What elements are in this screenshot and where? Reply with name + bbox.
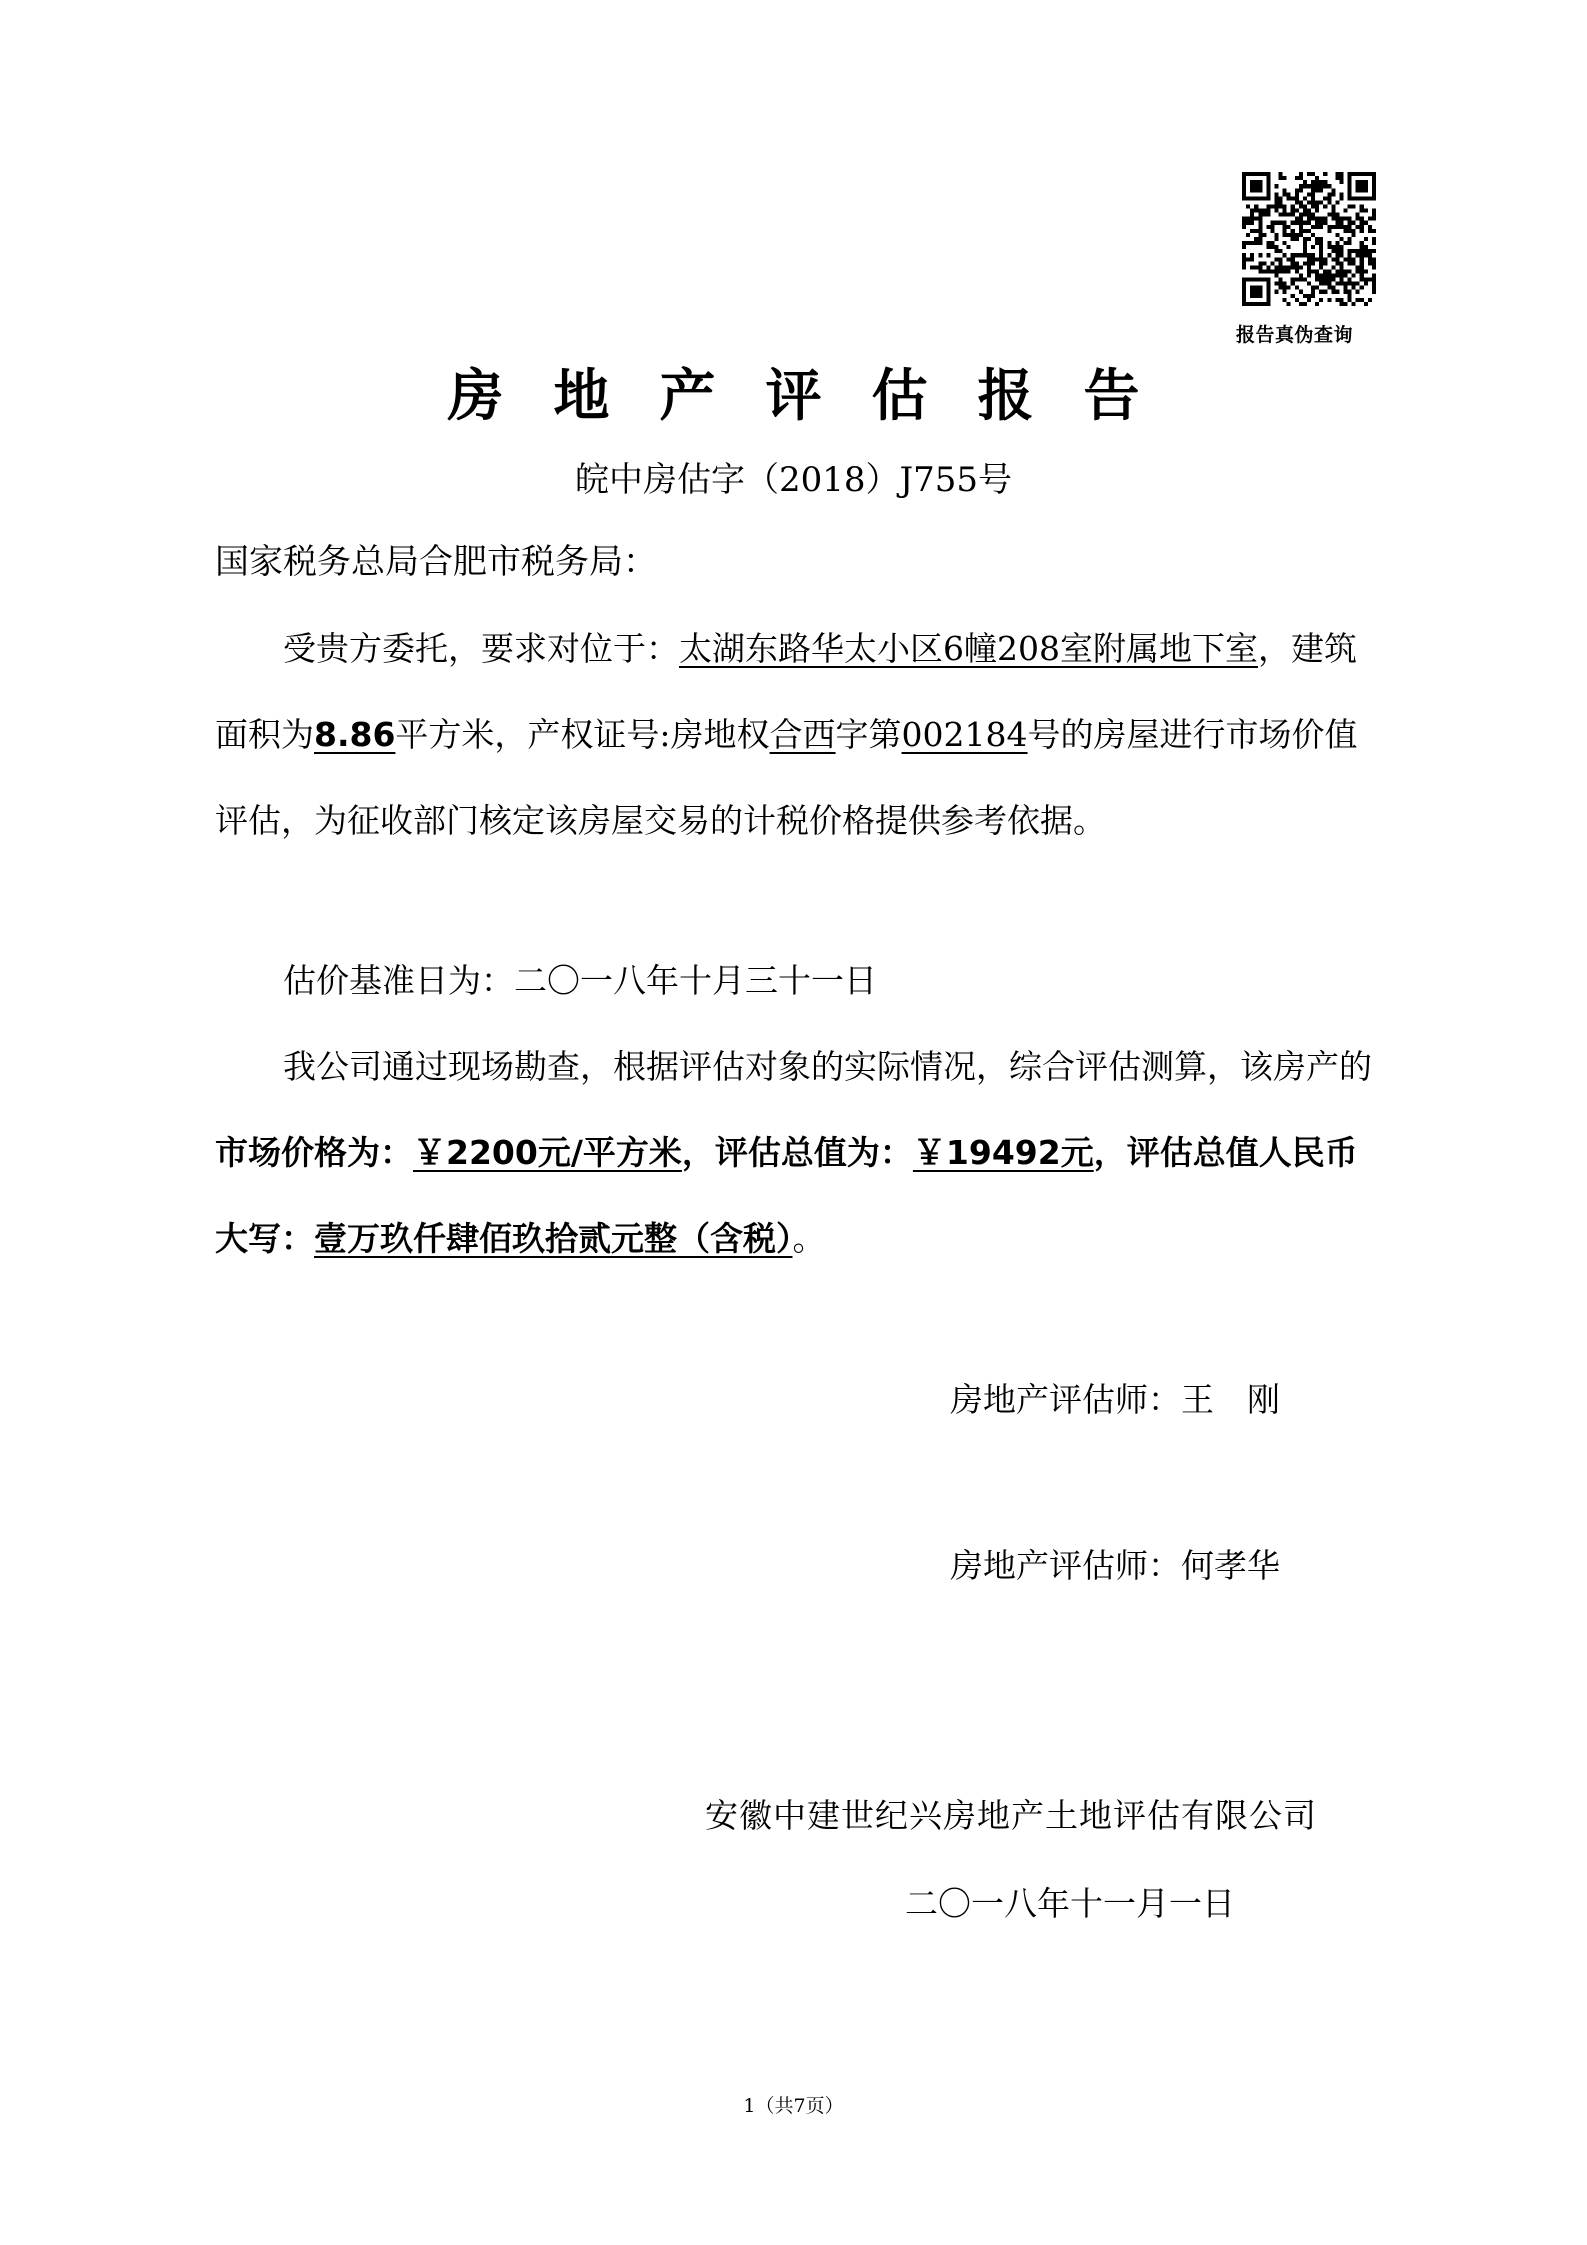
market-price-value: ￥2200元/平方米 — [413, 1133, 682, 1172]
total-words-label: ，评估总值人民币大写： — [215, 1133, 1358, 1258]
report-number: 皖中房估字（2018）J755号 — [574, 460, 1013, 500]
property-address: 太湖东路华太小区6幢208室附属地下室 — [679, 629, 1258, 668]
recipient: 国家税务总局合肥市税务局： — [215, 542, 657, 582]
cert-district: 合西 — [769, 715, 836, 754]
total-value-in-words: 壹万玖仟肆佰玖拾贰元整（含税） — [314, 1219, 793, 1258]
company-name: 安徽中建世纪兴房地产土地评估有限公司 — [705, 1796, 1317, 1835]
market-price-label: 市场价格为： — [215, 1133, 413, 1172]
result-paragraph — [215, 1024, 1385, 1282]
cert-word-label: 字第 — [835, 715, 902, 754]
page-number: 1（共7页） — [743, 2095, 844, 2117]
building-area: 8.86 — [314, 715, 396, 754]
method-text: 我公司通过现场勘查，根据评估对象的实际情况，综合评估测算，该房产的 — [283, 1047, 1372, 1086]
issue-date: 二〇一八年十一月一日 — [905, 1884, 1235, 1923]
qr-verification-block — [1236, 168, 1386, 347]
cert-number: 002184 — [901, 715, 1028, 754]
commission-text: 受贵方委托，要求对位于： — [283, 629, 679, 668]
area-label: ，建筑面积为 — [215, 629, 1357, 754]
appraiser-signature-2: 房地产评估师：何孝华 — [950, 1546, 1280, 1585]
cert-label: 平方米，产权证号:房地权 — [395, 715, 770, 754]
qr-caption: 报告真伪查询 — [1236, 324, 1354, 346]
paragraph-end: 。 — [792, 1219, 826, 1258]
purpose-text: 号的房屋进行市场价值评估，为征收部门核定该房屋交易的计税价格提供参考依据。 — [215, 715, 1358, 840]
commission-paragraph — [215, 606, 1385, 864]
total-value-label: ，评估总值为： — [681, 1133, 913, 1172]
document-title: 房地产评估报告 — [447, 364, 1190, 429]
valuation-date: 估价基准日为：二〇一八年十月三十一日 — [283, 961, 877, 1000]
qr-code-icon — [1238, 168, 1380, 310]
total-value: ￥19492元 — [912, 1133, 1094, 1172]
appraiser-signature-1: 房地产评估师：王 刚 — [950, 1380, 1280, 1419]
valuation-date-paragraph — [215, 938, 1385, 1024]
